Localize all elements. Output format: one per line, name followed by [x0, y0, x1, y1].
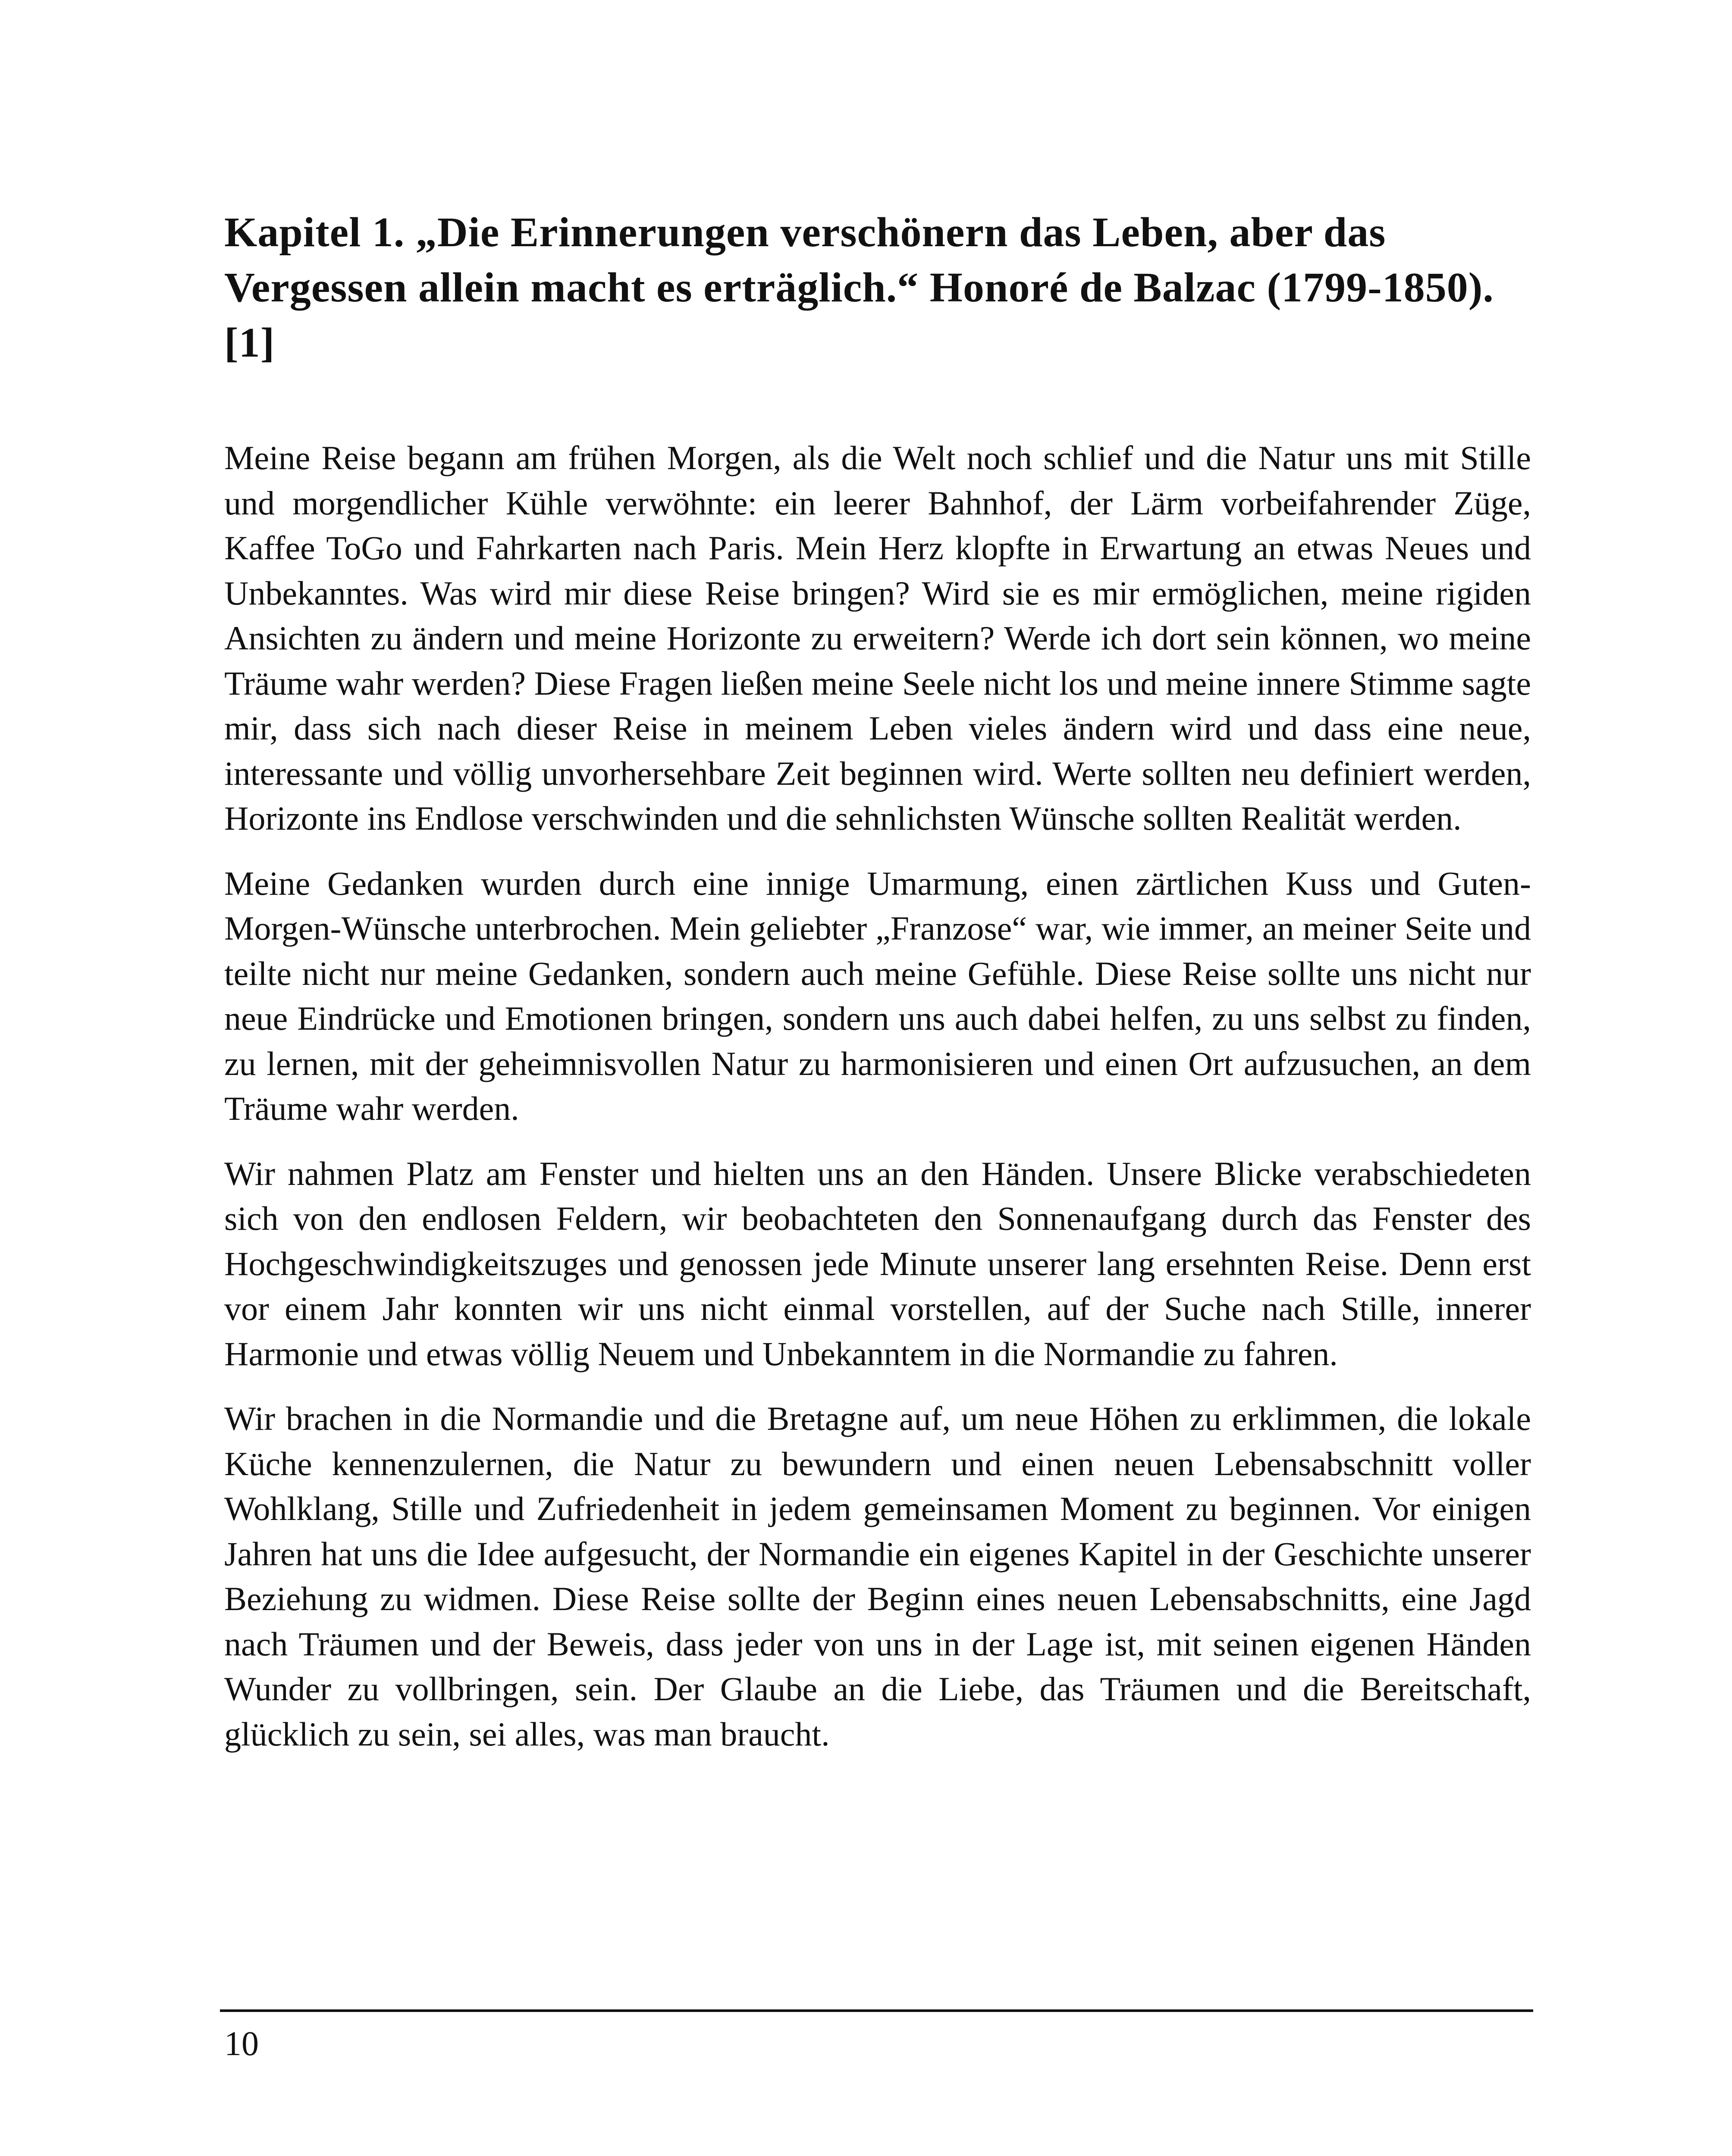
body-text — [224, 436, 1531, 1777]
paragraph-4: Wir brachen in die Normandie und die Bretagne auf, um neue Höhen zu erklimmen, die lokale Küche kennenzulernen, die Natur zu bewundern und einen neuen Lebensabschnitt voller Wohlklang, Stille und Zufriedenheit in jedem gemeinsamen Moment zu beginnen. Vor einigen Jahren hat uns die Idee aufgesucht, der Normandie ein eigenes Kapitel in der Geschichte unserer Beziehung zu widmen. Diese Reise sollte der Beginn eines neuen Lebensabschnitts, eine Jagd nach Träumen und der Beweis, dass jeder von uns in der Lage ist, mit seinen eigenen Händen Wunder zu vollbringen, sein. Der Glaube an die Liebe, das Träumen und die Bereitschaft, glücklich zu sein, sei alles, was man braucht. — [224, 1400, 1531, 1753]
paragraph-3: Wir nahmen Platz am Fenster und hielten uns an den Händen. Unsere Blicke verabschiedeten sich von den endlosen Feldern, wir beobachteten den Sonnenaufgang durch das Fenster des Hochgeschwindigkeitszuges und genossen jede Minute unserer lang ersehnten Reise. Denn erst vor einem Jahr konnten wir uns nicht einmal vorstellen, auf der Suche nach Stille, innerer Harmonie und etwas völlig Neuem und Unbekanntem in die Normandie zu fahren. — [224, 1154, 1531, 1373]
page-number: 10 — [224, 2025, 259, 2063]
chapter-heading: Kapitel 1. „Die Erinnerungen verschönern das Leben, aber das Vergessen allein macht es erträglich.“ Honoré de Balzac (1799-1850). [1] — [224, 209, 1494, 366]
paragraph-1: Meine Reise begann am frühen Morgen, als die Welt noch schlief und die Natur uns mit Stille und morgendlicher Kühle verwöhnte: ein leerer Bahnhof, der Lärm vorbeifahrender Züge, Kaffee ToGo und Fahrkarten nach Paris. Mein Herz klopfte in Erwartung an etwas Neues und Unbekanntes. Was wird mir diese Reise bringen? Wird sie es mir ermöglichen, meine rigiden Ansichten zu ändern und meine Horizonte zu erweitern? Werde ich dort sein können, wo meine Träume wahr werden? Diese Fragen ließen meine Seele nicht los und meine innere Stimme sagte mir, dass sich nach dieser Reise in meinem Leben vieles ändern wird und dass eine neue, interessante und völlig unvorhersehbare Zeit beginnen wird. Werte sollten neu definiert werden, Horizonte ins Endlose verschwinden und die sehnlichsten Wünsche sollten Realität werden. — [224, 439, 1531, 837]
paragraph-2: Meine Gedanken wurden durch eine innige Umarmung, einen zärtlichen Kuss und Guten-Morgen-Wünsche unterbrochen. Mein geliebter „Franzose“ war, wie immer, an meiner Seite und teilte nicht nur meine Gedanken, sondern auch meine Gefühle. Diese Reise sollte uns nicht nur neue Eindrücke und Emotionen bringen, sondern uns auch dabei helfen, zu uns selbst zu finden, zu lernen, mit der geheimnisvollen Natur zu harmonisieren und einen Ort aufzusuchen, an dem Träume wahr werden. — [224, 864, 1531, 1127]
footer-divider — [220, 2009, 1533, 2012]
